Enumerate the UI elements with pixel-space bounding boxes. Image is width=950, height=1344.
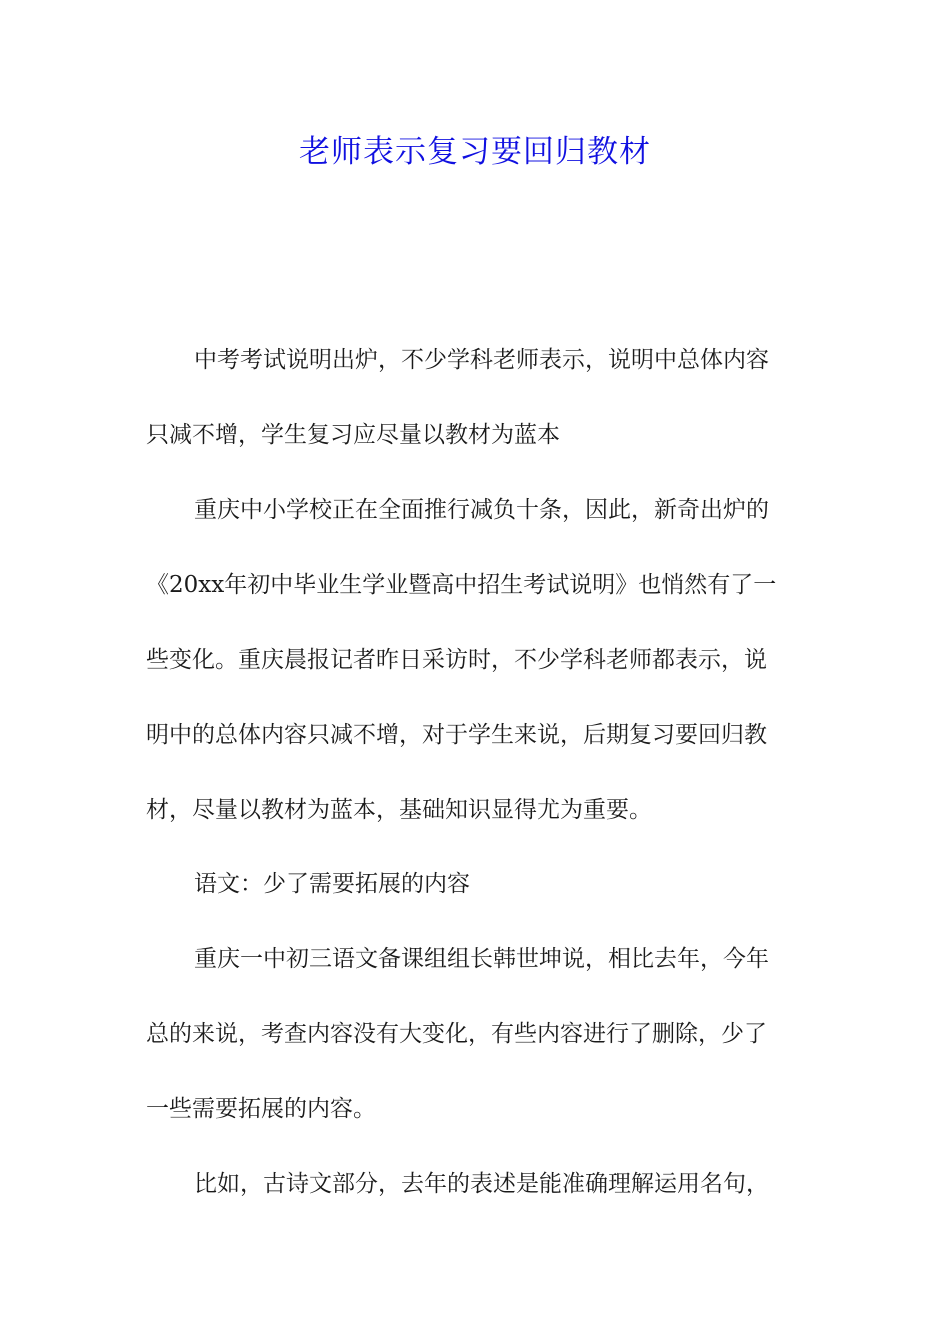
paragraph-line: 明中的总体内容只减不增，对于学生来说，后期复习要回归教 xyxy=(146,722,767,748)
paragraph-line: 中考考试说明出炉，不少学科老师表示，说明中总体内容 xyxy=(194,347,769,373)
paragraph-line: 些变化。重庆晨报记者昨日采访时，不少学科老师都表示，说 xyxy=(146,647,767,673)
paragraph-line: 重庆中小学校正在全面推行减负十条，因此，新奇出炉的 xyxy=(194,497,769,523)
paragraph-line: 材，尽量以教材为蓝本，基础知识显得尤为重要。 xyxy=(146,797,652,823)
paragraph-line: 总的来说，考查内容没有大变化，有些内容进行了删除，少了 xyxy=(146,1021,767,1047)
paragraph-line: 只减不增，学生复习应尽量以教材为蓝本 xyxy=(146,422,560,448)
paragraph-line: 《20xx年初中毕业生学业暨高中招生考试说明》也悄然有了一 xyxy=(146,572,777,598)
paragraph-line: 一些需要拓展的内容。 xyxy=(146,1096,376,1122)
document-title: 老师表示复习要回归教材 xyxy=(299,134,651,170)
paragraph-line: 重庆一中初三语文备课组组长韩世坤说，相比去年，今年 xyxy=(194,946,769,972)
section-heading: 语文：少了需要拓展的内容 xyxy=(194,871,470,897)
paragraph-line: 比如，古诗文部分，去年的表述是能准确理解运用名句， xyxy=(194,1171,769,1197)
